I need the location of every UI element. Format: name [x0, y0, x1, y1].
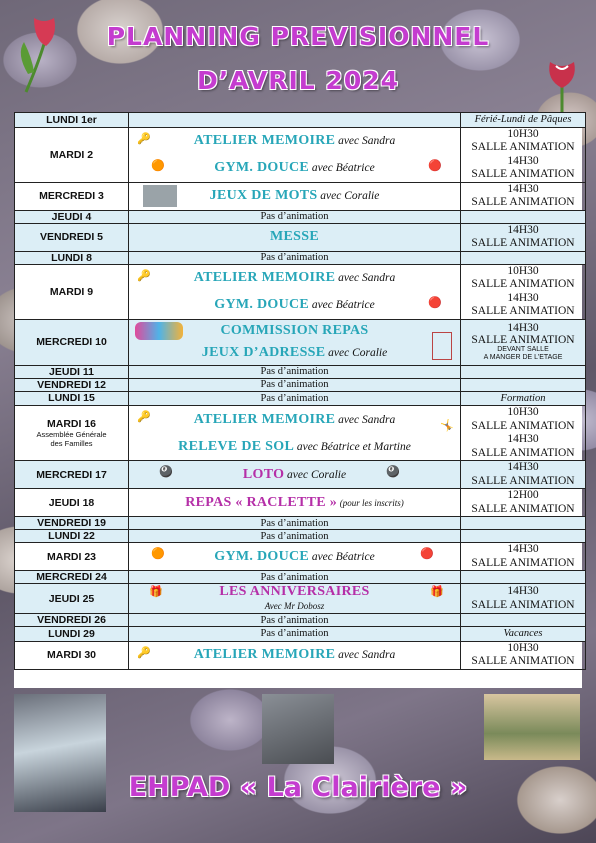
- balls-icon: 🟠: [151, 159, 165, 172]
- footer-title: EHPAD « La Clairière »: [128, 772, 468, 803]
- balls-icon: 🔴: [420, 548, 434, 560]
- tulip-left-icon: [16, 14, 62, 94]
- title-line-2: D’AVRIL 2024: [196, 66, 399, 95]
- activity-name: JEUX DE MOTS: [209, 188, 318, 203]
- row-mardi-23: MARDI 23 🟠 GYM. DOUCE avec Béatrice 🔴 14H30 SALLE ANIMATION: [15, 543, 586, 571]
- row-lundi-15: LUNDI 15 Pas d’animation Formation: [15, 391, 586, 406]
- row-vendredi-26: VENDREDI 26 Pas d’animation: [15, 614, 586, 627]
- word-game-icon: [143, 185, 177, 207]
- bingo-balls-icon: 🎱: [159, 466, 173, 478]
- activity-name: ATELIER MEMOIRE: [193, 133, 336, 148]
- balls-icon: 🔴: [428, 296, 442, 309]
- question-key-icon: 🔑: [137, 132, 151, 145]
- skill-game-icon: [432, 332, 452, 360]
- row-mercredi-3: MERCREDI 3 JEUX DE MOTS avec Coralie 14H30 SALLE ANIMATION: [15, 182, 586, 210]
- day-label: MERCREDI 3: [15, 182, 129, 210]
- holiday-note: Férié-Lundi de Pâques: [461, 113, 586, 128]
- gift-icon: 🎁: [149, 585, 163, 598]
- row-mardi-30: MARDI 30 🔑 ATELIER MEMOIRE avec Sandra 10H30 SALLE ANIMATION: [15, 641, 586, 669]
- commission-logo-icon: [135, 322, 183, 340]
- day-label: MARDI 2: [15, 127, 129, 182]
- balls-icon: 🔴: [428, 159, 442, 172]
- question-key-icon: 🔑: [137, 646, 151, 659]
- row-jeudi-11: JEUDI 11 Pas d’animation: [15, 365, 586, 378]
- activity-host: avec Béatrice: [311, 162, 375, 174]
- falling-person-icon: 🤸: [440, 420, 454, 432]
- row-mardi-16: MARDI 16 Assemblée Générale des Familles 🔑 ATELIER MEMOIRE avec Sandra RELEVE DE SOL avec Béatrice et Martine 🤸 10H30 SALLE ANIMATION 14H30 SALLE ANIMATION: [15, 406, 586, 461]
- row-lundi-29: LUNDI 29 Pas d’animation Vacances: [15, 627, 586, 642]
- row-lundi-8: LUNDI 8 Pas d’animation: [15, 251, 586, 264]
- photo-cat: [262, 694, 334, 764]
- row-mercredi-17: MERCREDI 17 🎱 LOTO avec Coralie 🎱 14H30 SALLE ANIMATION: [15, 461, 586, 489]
- activity-name: MESSE: [270, 229, 319, 244]
- row-mercredi-10: MERCREDI 10 COMMISSION REPAS JEUX D’ADRESSE avec Coralie 14H30 SALLE ANIMATION DEVANT SALLE A MANGER DE L’ETAGE: [15, 319, 586, 365]
- row-jeudi-25: JEUDI 25 🎁 LES ANNIVERSAIRES Avec Mr Dobosz 🎁 14H30 SALLE ANIMATION: [15, 584, 586, 614]
- row-vendredi-19: VENDREDI 19 Pas d’animation: [15, 517, 586, 530]
- row-vendredi-5: VENDREDI 5 MESSE 14H30 SALLE ANIMATION: [15, 223, 586, 251]
- row-jeudi-4: JEUDI 4 Pas d’animation: [15, 210, 586, 223]
- row-lundi-22: LUNDI 22 Pas d’animation: [15, 530, 586, 543]
- row-mercredi-24: MERCREDI 24 Pas d’animation: [15, 571, 586, 584]
- activity-name: GYM. DOUCE: [214, 160, 310, 175]
- tulip-right-icon: [540, 58, 584, 118]
- question-key-icon: 🔑: [137, 269, 151, 282]
- balls-icon: 🟠: [151, 548, 165, 560]
- schedule-table: [14, 112, 582, 688]
- row-vendredi-12: VENDREDI 12 Pas d’animation: [15, 378, 586, 391]
- row-lundi-1: [15, 113, 586, 128]
- title-line-1: PLANNING PREVISIONNEL: [106, 22, 490, 51]
- row-jeudi-18: JEUDI 18 REPAS « RACLETTE » (pour les inscrits) 12H00 SALLE ANIMATION: [15, 489, 586, 517]
- gift-icon: 🎁: [430, 585, 444, 598]
- activity-host: avec Sandra: [338, 135, 396, 147]
- row-mardi-9: MARDI 9 🔑 ATELIER MEMOIRE avec Sandra GYM. DOUCE avec Béatrice 🔴 10H30 SALLE ANIMATION 14H30 SALLE ANIMATION: [15, 264, 586, 319]
- question-key-icon: 🔑: [137, 411, 151, 423]
- day-label: LUNDI 1er: [15, 113, 129, 128]
- photo-dining-room: [484, 694, 580, 760]
- row-mardi-2: MARDI 2 🔑 ATELIER MEMOIRE avec Sandra 🟠 GYM. DOUCE avec Béatrice 🔴 10H30 SALLE ANIMATION 14H30 SALLE ANIMATION: [15, 127, 586, 182]
- bingo-balls-icon: 🎱: [386, 466, 400, 478]
